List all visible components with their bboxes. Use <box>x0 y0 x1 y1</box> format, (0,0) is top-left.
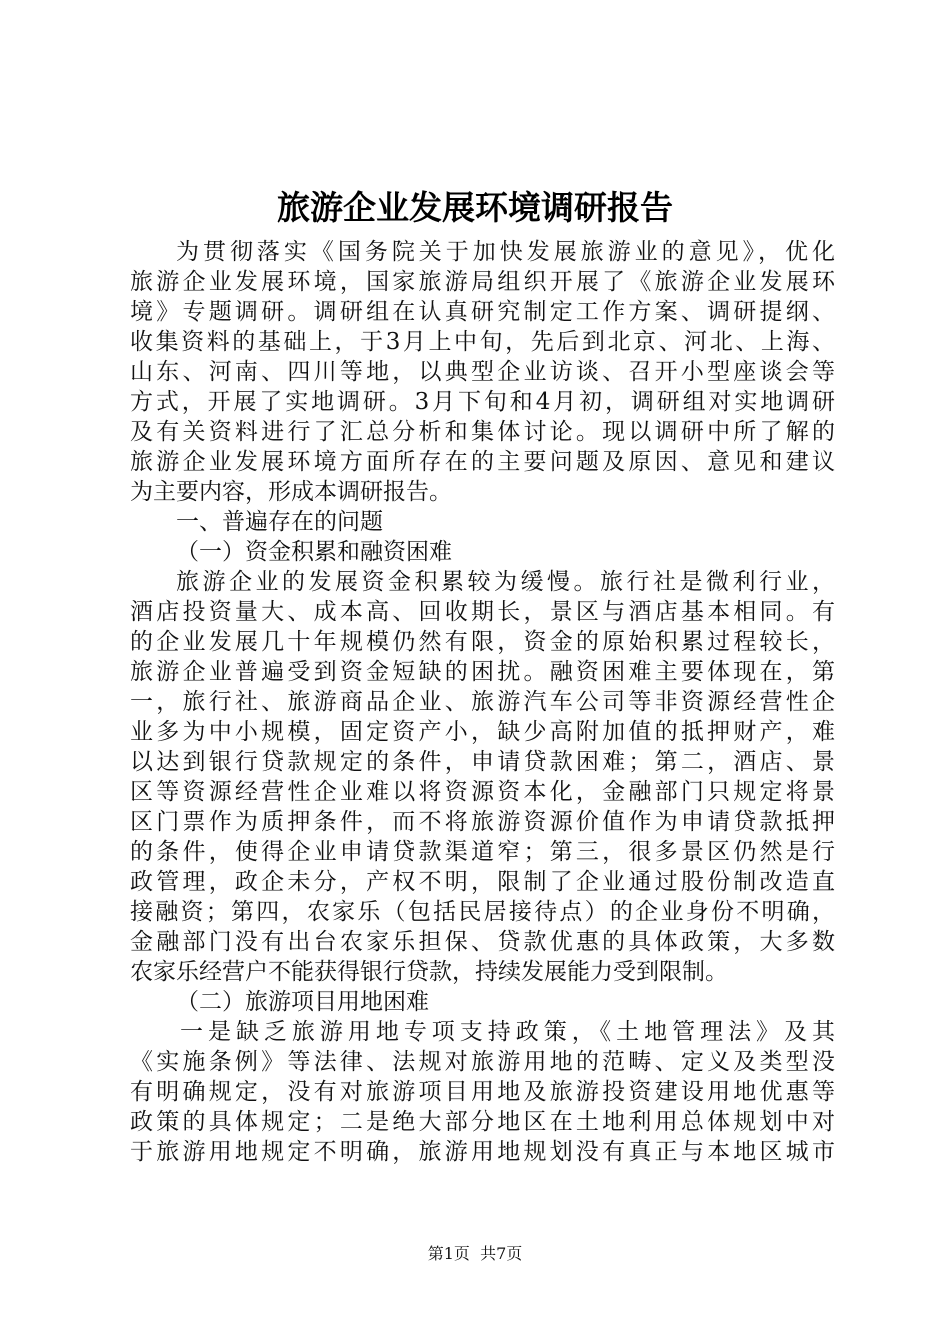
paragraph-line: 政管理，政企未分，产权不明，限制了企业通过股份制改造直 <box>130 869 835 895</box>
paragraph-line: 的条件，使得企业申请贷款渠道窄；第三，很多景区仍然是行 <box>130 839 835 865</box>
paragraph-line: 方式，开展了实地调研。3月下旬和4月初，调研组对实地调研 <box>130 389 835 415</box>
paragraph-line: 酒店投资量大、成本高、回收期长，景区与酒店基本相同。有 <box>130 599 835 625</box>
paragraph-line: 山东、河南、四川等地，以典型企业访谈、召开小型座谈会等 <box>130 359 835 385</box>
paragraph-line: 金融部门没有出台农家乐担保、贷款优惠的具体政策，大多数 <box>130 929 835 955</box>
paragraph-line: 收集资料的基础上，于3月上中旬，先后到北京、河北、上海、 <box>130 329 835 355</box>
subsection-heading: （一）资金积累和融资困难 <box>176 539 452 565</box>
paragraph-line: 业多为中小规模，固定资产小，缺少高附加值的抵押财产，难 <box>130 719 835 745</box>
paragraph-line: 有明确规定，没有对旅游项目用地及旅游投资建设用地优惠等 <box>130 1079 835 1105</box>
paragraph-line: 区门票作为质押条件，而不将旅游资源价值作为申请贷款抵押 <box>130 809 835 835</box>
paragraph-line: 旅游企业发展环境，国家旅游局组织开展了《旅游企业发展环 <box>130 269 835 295</box>
paragraph-line: 为主要内容，形成本调研报告。 <box>130 479 452 505</box>
paragraph-line: 政策的具体规定；二是绝大部分地区在土地利用总体规划中对 <box>130 1109 835 1135</box>
paragraph-line: 旅游企业的发展资金积累较为缓慢。旅行社是微利行业， <box>176 569 835 595</box>
paragraph-line: 以达到银行贷款规定的条件，申请贷款困难；第二，酒店、景 <box>130 749 835 775</box>
paragraph-line: 于旅游用地规定不明确，旅游用地规划没有真正与本地区城市 <box>130 1139 835 1165</box>
paragraph-line: 区等资源经营性企业难以将资源资本化，金融部门只规定将景 <box>130 779 835 805</box>
paragraph-line: 及有关资料进行了汇总分析和集体讨论。现以调研中所了解的 <box>130 419 835 445</box>
paragraph-line: 《实施条例》等法律、法规对旅游用地的范畴、定义及类型没 <box>130 1049 835 1075</box>
paragraph-line: 一是缺乏旅游用地专项支持政策，《土地管理法》及其 <box>180 1019 835 1045</box>
paragraph-line: 的企业发展几十年规模仍然有限，资金的原始积累过程较长， <box>130 629 835 655</box>
section-heading: 一、普遍存在的问题 <box>176 509 383 535</box>
page-number-footer: 第1页 共7页 <box>427 1244 523 1263</box>
paragraph-line: 农家乐经营户不能获得银行贷款，持续发展能力受到限制。 <box>130 959 728 985</box>
paragraph-line: 一，旅行社、旅游商品企业、旅游汽车公司等非资源经营性企 <box>130 689 835 715</box>
paragraph-line: 旅游企业发展环境方面所存在的主要问题及原因、意见和建议 <box>130 449 835 475</box>
paragraph-line: 接融资；第四，农家乐（包括民居接待点）的企业身份不明确， <box>130 899 835 925</box>
subsection-heading: （二）旅游项目用地困难 <box>176 989 429 1015</box>
document-body <box>130 237 835 1167</box>
paragraph-line: 境》专题调研。调研组在认真研究制定工作方案、调研提纲、 <box>130 299 835 325</box>
paragraph-line: 为贯彻落实《国务院关于加快发展旅游业的意见》，优化 <box>176 239 835 265</box>
paragraph-line: 旅游企业普遍受到资金短缺的困扰。融资困难主要体现在，第 <box>130 659 835 685</box>
document-title: 旅游企业发展环境调研报告 <box>277 188 673 227</box>
